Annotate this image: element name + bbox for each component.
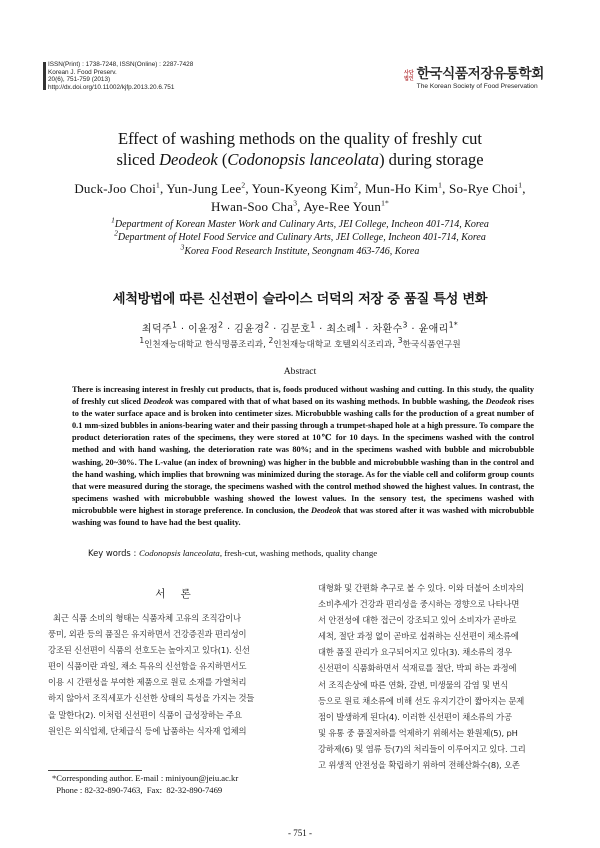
volume-pages: 20(6), 751-759 (2013) [48,76,111,84]
author-sep: , [297,199,304,214]
korean-author-sep: · [269,324,281,335]
korean-author-name: 김문호 [280,324,311,335]
corresponding-phone: Phone : 82-32-890-7463, Fax: 82-32-890-7469 [52,785,223,795]
intro-right-column [318,580,572,773]
korean-author-name: 윤애리 [418,324,449,335]
author-affil-mark: 1 [518,180,523,190]
korean-author-mark: 2 [218,320,224,330]
korean-author-mark: 1* [448,320,459,330]
author-list [0,180,600,216]
korean-author-name: 김윤경 [234,324,265,335]
korean-author-mark: 2 [264,320,270,330]
body-text-line: 최근 식품 소비의 형태는 식품자체 고유의 조직감이나 [48,613,241,623]
body-text-line: 강조된 신선편이 식품의 선호도는 높아지고 있다(1). 신선 [48,645,250,656]
affiliation-text: Korea Food Research Institute, Seongnam 463-746, Korea [184,245,420,257]
section-heading-intro: 서 론 [155,588,197,600]
page-number: - 751 - [288,828,312,838]
author-sep: , [245,181,252,196]
journal-meta [48,61,193,91]
body-text-line: 이용 시 간편성을 부여한 제품으로 원료 소재를 가열처리 [48,677,247,688]
paper-title [0,128,600,170]
body-text-line: 서 안전성에 대한 접근이 강조되고 있어 소비자가 곧바로 [318,615,517,626]
body-text-line: 을 말한다(2). 이처럼 신선편이 식품이 급성장하는 주요 [48,709,242,720]
author-sep: , [159,181,167,196]
korean-author-sep: · [361,324,373,335]
abstract-heading: Abstract [283,366,317,377]
intro-left-column [48,610,304,739]
society-badge: 사단 법인 [404,70,414,82]
korean-author-name: 최소례 [326,324,357,335]
body-text-line: 소비추세가 건강과 편리성을 중시하는 경향으로 나타나면 [318,599,520,610]
body-text-line: 대한 품질 관리가 요구되어지고 있다(3). 채소류의 경우 [318,647,512,658]
body-text-line: 강하제(6) 및 염류 등(7)의 처리들이 이루어지고 있다. 그리 [318,743,526,754]
author-affil-mark: 3 [293,198,298,208]
author-name: Mun-Ho Kim [365,181,439,196]
body-text-line: 고 위생적 안전성을 확립하기 위하여 전해산화수(8), 오존 [318,760,520,771]
korean-author-mark: 1 [310,320,316,330]
author-affil-mark: 1 [156,180,160,190]
korean-affil-mark: 2 [268,336,274,346]
body-text-line: 서 조직손상에 따른 연화, 갈변, 미생물의 감염 및 번식 [318,679,509,690]
body-text-line: 세척, 절단 과정 없이 곧바로 섭취하는 신선편이 채소류에 [318,631,519,642]
correspondence-footnote [52,772,238,796]
body-text-line: 및 유통 중 품질저하를 억제하기 위해서는 환원제(5), pH [318,727,518,738]
body-text-line: 신선편이 식품화하면서 석재료를 절단, 박피 하는 과정에 [318,663,517,674]
corresponding-email: *Corresponding author. E-mail : miniyoun@jeiu.ac.kr [52,773,239,783]
affiliation-line [0,231,600,244]
body-text-line: 하지 않아서 조직세포가 신선한 상태의 특성을 가지는 것들 [48,693,255,704]
korean-authors [0,320,600,335]
author-name: Aye-Ree Youn [303,199,382,214]
abstract-body: There is increasing interest in freshly cut products, that is, foods produced without washing and cutting. In this study, the quality of freshly cut sliced Deodeok was compared with that of what based on its washing methods. In bubble washing, the Deodeok rises to the water surface apace and is broken into centimeter sizes. Microbubble washing calls for the production of a great number of 0.1 mm-sized bubbles in anions-bearing water and their passing through a trumpet-shaped hole at a high pressure. To compare the product deterioration rates of the specimens, they were stored at 10℃ for 10 days. In the specimens washed with the control method and with hand washing, the deterioration rate was 80%; and in the specimens washed with bubble and microbubble washing, 20~30%. The L-value (an index of browning) was higher in the bubble and microbubble washing than in the control and the hand washing, which implies that browning was minimized during the storage. As for the viable cell and coliform group counts that were measured during the storage, the specimens washed with the control method showed the highest values. In contrast, the specimens washed with microbubble washing showed the lowest values. In the sensory test, the specimens washed with microbubble were highest in storage preference. In conclusion, the Deodeok that was stored after it was washed with microbubble washing was found to have had the best quality. [72,385,534,528]
korean-affil-text: 인천재능대학교 호텔외식조리과, [273,340,398,350]
title-line-1: Effect of washing methods on the quality of freshly cut [118,129,482,148]
affiliations [0,215,600,258]
society-name-korean: 한국식품저장유통학회 [416,66,544,82]
author-affil-mark: 1* [381,198,389,208]
korean-author-mark: 1 [356,320,362,330]
korean-affiliations [0,338,600,350]
society-logo [404,62,544,90]
affiliation-text: Department of Hotel Food Service and Culinary Arts, JEI College, Incheon 401-714, Korea [117,232,486,244]
footnote-rule [48,770,142,771]
author-sep: , [522,181,526,196]
author-name: Duck-Joo Choi [74,181,157,196]
affiliation-mark: 1 [111,215,115,225]
korean-affil-text: 한국식품연구원 [402,340,461,350]
affiliation-mark: 3 [180,242,185,252]
title-line-2: sliced Deodeok (Codonopsis lanceolata) during storage [116,150,484,169]
author-line-1 [0,180,600,198]
korean-title: 세척방법에 따른 신선편이 슬라이스 더덕의 저장 중 품질 특성 변화 [112,292,488,307]
journal-name: Korean J. Food Preserv. [48,68,117,76]
author-sep: , [358,181,366,196]
doi-link[interactable]: http://dx.doi.org/10.11002/kjfp.2013.20.6.751 [48,83,175,91]
korean-affil-mark: 1 [139,336,145,346]
author-affil-mark: 2 [354,180,359,190]
korean-author-mark: 3 [402,320,408,330]
korean-author-name: 이윤정 [188,324,219,335]
author-affil-mark: 1 [438,180,443,190]
author-name: Hwan-Soo Cha [210,199,294,214]
body-text-line: 풍미, 외관 등의 품질은 유지하면서 건강증진과 편리성이 [48,629,247,640]
body-text-line: 편이 식품이란 과일, 채소 특유의 신선함을 유지하면서도 [48,661,247,672]
keywords: Key words : Codonopsis lanceolata, fresh-cut, washing methods, quality change [88,548,378,558]
author-affil-mark: 2 [241,180,246,190]
korean-author-sep: · [407,324,419,335]
body-text-line: 등으로 원료 채소류에 비해 선도 유지기간이 짧아지는 문제 [318,695,525,706]
author-name: Youn-Kyeong Kim [251,181,355,196]
affiliation-text: Department of Korean Master Work and Culinary Arts, JEI College, Incheon 401-714, Korea [114,219,489,230]
body-text-line: 원인은 외식업체, 단체급식 등에 납품하는 식자재 업체의 [48,725,247,736]
body-text-line: 점이 발생하게 된다(4). 이러한 신선편이 채소류의 가공 [318,711,512,722]
affiliation-line [0,215,600,231]
author-sep: , [442,181,450,196]
korean-author-mark: 1 [172,320,178,330]
korean-author-sep: · [223,324,235,335]
korean-author-name: 차환수 [372,324,403,335]
korean-affil-mark: 3 [397,336,403,346]
korean-author-sep: · [177,324,189,335]
korean-affil-text: 인천재능대학교 한식명품조리과, [144,340,269,350]
korean-author-name: 최덕주 [141,324,173,335]
author-line-2 [0,198,600,216]
body-text-line: 대형화 및 간편화 추구로 볼 수 있다. 이와 더불어 소비자의 [318,583,524,593]
author-name: Yun-Jung Lee [166,181,242,196]
affiliation-mark: 2 [114,229,118,239]
affiliation-line [0,242,600,258]
korean-author-sep: · [315,324,327,335]
meta-bar [43,62,46,90]
society-name-english: The Korean Society of Food Preservation [416,83,538,90]
author-name: So-Rye Choi [449,181,519,196]
issn-line: ISSN(Print) : 1738-7248, ISSN(Online) : 2287-7428 [48,61,194,68]
